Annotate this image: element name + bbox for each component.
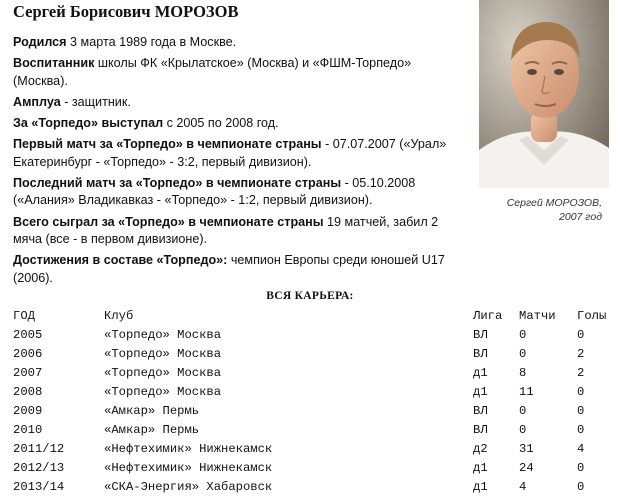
cell-league: д1 [473, 385, 488, 399]
bio-youth [13, 55, 469, 90]
header-matches: Матчи [519, 309, 556, 323]
cell-goals: 4 [577, 442, 585, 456]
table-row [13, 421, 611, 440]
table-row [13, 478, 611, 497]
career-title: ВСЯ КАРЬЕРА: [266, 290, 354, 302]
bio-text: чемпион Европы среди юношей U17 (2006). [13, 253, 445, 285]
caption-line: 2007 год [559, 211, 602, 223]
cell-matches: 24 [519, 461, 534, 475]
header-year: ГОД [13, 309, 35, 323]
bio-label: За «Торпедо» выступал [13, 116, 164, 131]
bio-text: с 2005 по 2008 год. [163, 116, 279, 131]
bio-text: 3 марта 1989 года в Москве. [66, 35, 237, 49]
cell-club: «Торпедо» Москва [104, 328, 222, 342]
cell-matches: 11 [519, 385, 534, 399]
cell-club: «Торпедо» Москва [104, 347, 222, 361]
table-row [13, 364, 611, 383]
cell-matches: 0 [519, 347, 527, 361]
player-portrait-image [479, 0, 609, 188]
cell-goals: 2 [577, 347, 585, 361]
cell-year: 2013/14 [13, 480, 65, 494]
cell-league: ВЛ [473, 404, 488, 418]
cell-goals: 0 [577, 480, 585, 494]
table-row [13, 326, 611, 345]
bio-label: Последний матч за «Торпедо» в чемпионате страны [13, 176, 342, 191]
cell-year: 2006 [13, 347, 43, 361]
bio-birth [13, 34, 469, 51]
cell-club: «Торпедо» Москва [104, 385, 222, 399]
cell-league: ВЛ [473, 347, 488, 361]
player-bio [13, 34, 469, 291]
cell-year: 2007 [13, 366, 43, 380]
bio-total [13, 214, 469, 249]
cell-year: 2012/13 [13, 461, 65, 475]
cell-goals: 0 [577, 404, 585, 418]
bio-label: Всего сыграл за «Торпедо» в чемпионате страны [13, 214, 324, 229]
header-league: Лига [473, 309, 503, 323]
cell-league: д1 [473, 461, 488, 475]
cell-matches: 0 [519, 404, 527, 418]
cell-club: «Амкар» Пермь [104, 404, 200, 418]
cell-year: 2011/12 [13, 442, 65, 456]
cell-league: д1 [473, 480, 488, 494]
cell-league: д2 [473, 442, 488, 456]
player-photo [479, 0, 609, 188]
cell-matches: 8 [519, 366, 527, 380]
bio-label: Родился [13, 35, 67, 49]
bio-achievements [13, 252, 469, 287]
cell-goals: 0 [577, 423, 585, 437]
career-header-row [13, 307, 611, 326]
cell-goals: 0 [577, 328, 585, 342]
career-rows [13, 326, 611, 497]
cell-year: 2005 [13, 328, 43, 342]
cell-goals: 0 [577, 385, 585, 399]
table-row [13, 459, 611, 478]
cell-matches: 0 [519, 423, 527, 437]
bio-text: - защитник. [60, 94, 131, 109]
bio-text: - 05.10.2008 («Алания» Владикавказ - «Торпедо» - 1:2, первый дивизион). [13, 176, 416, 208]
table-row [13, 402, 611, 421]
bio-label: Амплуа [13, 94, 61, 109]
bio-label: Первый матч за «Торпедо» в чемпионате страны [13, 137, 322, 152]
bio-text: 19 матчей, забил 2 мяча (все - в первом дивизионе). [13, 214, 439, 246]
cell-league: ВЛ [473, 423, 488, 437]
cell-club: «Амкар» Пермь [104, 423, 200, 437]
cell-matches: 0 [519, 328, 527, 342]
bio-period [13, 115, 469, 132]
cell-matches: 4 [519, 480, 527, 494]
bio-first-match [13, 136, 469, 171]
cell-matches: 31 [519, 442, 534, 456]
bio-text: школы ФК «Крылатское» (Москва) и «ФШМ-Торпедо» (Москва). [13, 56, 412, 88]
cell-club: «Торпедо» Москва [104, 366, 222, 380]
cell-year: 2008 [13, 385, 43, 399]
player-name: Сергей Борисович МОРОЗОВ [13, 2, 239, 21]
bio-label: Воспитанник [13, 56, 95, 71]
cell-club: «СКА-Энергия» Хабаровск [104, 480, 273, 494]
bio-last-match [13, 175, 469, 210]
cell-year: 2009 [13, 404, 43, 418]
header-goals: Голы [577, 309, 607, 323]
career-table [13, 307, 611, 497]
photo-caption [507, 196, 602, 224]
table-row [13, 345, 611, 364]
cell-year: 2010 [13, 423, 43, 437]
cell-goals: 2 [577, 366, 585, 380]
bio-label: Достижения в составе «Торпедо»: [13, 253, 228, 268]
cell-club: «Нефтехимик» Нижнекамск [104, 461, 273, 475]
bio-text: - 07.07.2007 («Урал» Екатеринбург - «Торпедо» - 3:2, первый дивизион). [13, 137, 447, 169]
cell-club: «Нефтехимик» Нижнекамск [104, 442, 273, 456]
bio-position [13, 94, 469, 111]
cell-league: д1 [473, 366, 488, 380]
caption-line: Сергей МОРОЗОВ, [506, 197, 602, 209]
header-club: Клуб [104, 309, 134, 323]
cell-league: ВЛ [473, 328, 488, 342]
cell-goals: 0 [577, 461, 585, 475]
table-row [13, 383, 611, 402]
table-row [13, 440, 611, 459]
